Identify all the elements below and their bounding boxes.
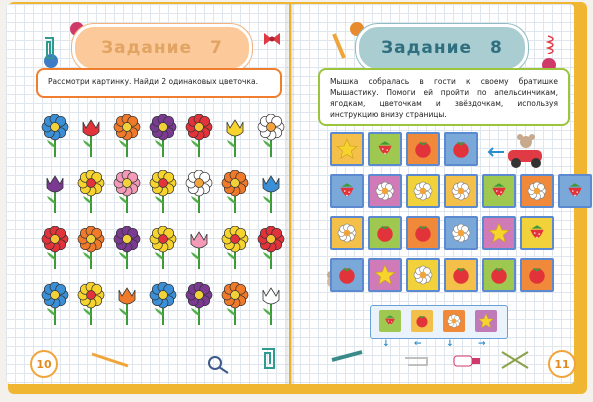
legend-arrow-icon: → <box>478 339 486 349</box>
tomato-icon <box>488 264 510 286</box>
flower-icon[interactable] <box>218 170 252 214</box>
flower-icon[interactable] <box>254 226 288 270</box>
paperclip-icon <box>256 346 280 372</box>
page-number-left: 10 <box>30 350 58 378</box>
grid-cell-flower-icon[interactable] <box>444 216 478 250</box>
tulip-icon[interactable] <box>254 282 288 326</box>
grid-cell-tomato-icon[interactable] <box>444 258 478 292</box>
grid-cell-flower-icon[interactable] <box>330 216 364 250</box>
magnifier-icon <box>206 354 232 376</box>
paperclip-icon <box>402 354 430 368</box>
legend-star-icon <box>475 310 497 332</box>
flower-icon[interactable] <box>146 114 180 158</box>
task-8-title: Задание <box>381 38 473 58</box>
tomato-icon <box>336 264 358 286</box>
flower-icon[interactable] <box>38 282 72 326</box>
arrow-left-icon <box>486 147 506 157</box>
tulip-icon[interactable] <box>110 282 144 326</box>
grid-cell-tomato-icon[interactable] <box>368 216 402 250</box>
grid-cell-tomato-icon[interactable] <box>330 258 364 292</box>
grid-cell-tomato-icon[interactable] <box>406 216 440 250</box>
grid-cell-star-icon[interactable] <box>482 216 516 250</box>
flower-icon[interactable] <box>110 226 144 270</box>
grid-cell-flower-icon[interactable] <box>406 174 440 208</box>
tulip-icon[interactable] <box>254 170 288 214</box>
pencil-icon <box>330 32 348 62</box>
grid-cell-strawberry-icon[interactable] <box>558 174 592 208</box>
legend-strawberry-icon <box>379 310 401 332</box>
task-7-instruction: Рассмотри картинку. Найди 2 одинаковых цветочка. <box>36 68 282 98</box>
grid-cell-star-icon[interactable] <box>330 132 364 166</box>
flower-icon[interactable] <box>146 282 180 326</box>
tomato-icon <box>450 138 472 160</box>
flower-icon[interactable] <box>182 282 216 326</box>
tomato-icon <box>414 313 430 329</box>
legend-tomato-icon <box>411 310 433 332</box>
task-8-instruction: Мышка собралась в гости к своему братишке Мышастику. Помоги ей пройти по апельсинчикам, ягодкам, цветочкам и звёздочкам, используя инструкцию внизу страницы. <box>318 68 570 126</box>
legend-arrow-icon: ↓ <box>446 339 454 349</box>
grid-cell-tomato-icon[interactable] <box>520 258 554 292</box>
grid-cell-strawberry-icon[interactable] <box>482 174 516 208</box>
flower-icon[interactable] <box>110 170 144 214</box>
spring-icon <box>546 34 560 54</box>
grid-cell-strawberry-icon[interactable] <box>330 174 364 208</box>
tulip-icon[interactable] <box>218 114 252 158</box>
flower-icon[interactable] <box>182 114 216 158</box>
scissors-icon <box>500 350 530 370</box>
page-number-right: 11 <box>548 350 576 378</box>
task-7-number: 7 <box>210 38 223 58</box>
task-8-number: 8 <box>490 38 503 58</box>
tulip-icon[interactable] <box>182 226 216 270</box>
flower-icon[interactable] <box>74 282 108 326</box>
grid-cell-star-icon[interactable] <box>368 258 402 292</box>
grid-cell-strawberry-icon[interactable] <box>368 132 402 166</box>
flower-icon[interactable] <box>146 226 180 270</box>
legend-arrow-icon: ← <box>414 339 422 349</box>
grid-cell-tomato-icon[interactable] <box>482 258 516 292</box>
instruction-legend <box>370 305 508 339</box>
task-7-banner <box>72 24 252 72</box>
flower-icon[interactable] <box>218 226 252 270</box>
tomato-icon <box>450 264 472 286</box>
tulip-icon[interactable] <box>74 114 108 158</box>
flower-icon[interactable] <box>182 170 216 214</box>
mouse-in-car-icon <box>502 130 550 170</box>
bow-icon <box>262 30 282 48</box>
tomato-icon <box>412 138 434 160</box>
grid-cell-flower-icon[interactable] <box>368 174 402 208</box>
task-8-banner <box>356 24 528 72</box>
flower-icon[interactable] <box>254 114 288 158</box>
tulip-icon[interactable] <box>38 170 72 214</box>
grid-cell-flower-icon[interactable] <box>406 258 440 292</box>
flower-icon[interactable] <box>74 170 108 214</box>
legend-arrow-icon: ↓ <box>382 339 390 349</box>
grid-cell-strawberry-icon[interactable] <box>520 216 554 250</box>
flower-icon[interactable] <box>146 170 180 214</box>
paperclip-icon <box>40 36 58 62</box>
flower-icon[interactable] <box>110 114 144 158</box>
tomato-icon <box>412 222 434 244</box>
grid-cell-flower-icon[interactable] <box>444 174 478 208</box>
task-7-title: Задание <box>101 38 193 58</box>
flower-icon[interactable] <box>38 114 72 158</box>
tomato-icon <box>526 264 548 286</box>
legend-flower-icon <box>443 310 465 332</box>
flower-icon[interactable] <box>38 226 72 270</box>
grid-cell-tomato-icon[interactable] <box>406 132 440 166</box>
pencil-icon <box>90 350 130 370</box>
glue-tube-icon <box>452 352 482 370</box>
ruler-icon <box>330 346 364 366</box>
flower-icon[interactable] <box>74 226 108 270</box>
grid-cell-tomato-icon[interactable] <box>444 132 478 166</box>
flower-icon[interactable] <box>218 282 252 326</box>
tomato-icon <box>374 222 396 244</box>
grid-cell-flower-icon[interactable] <box>520 174 554 208</box>
